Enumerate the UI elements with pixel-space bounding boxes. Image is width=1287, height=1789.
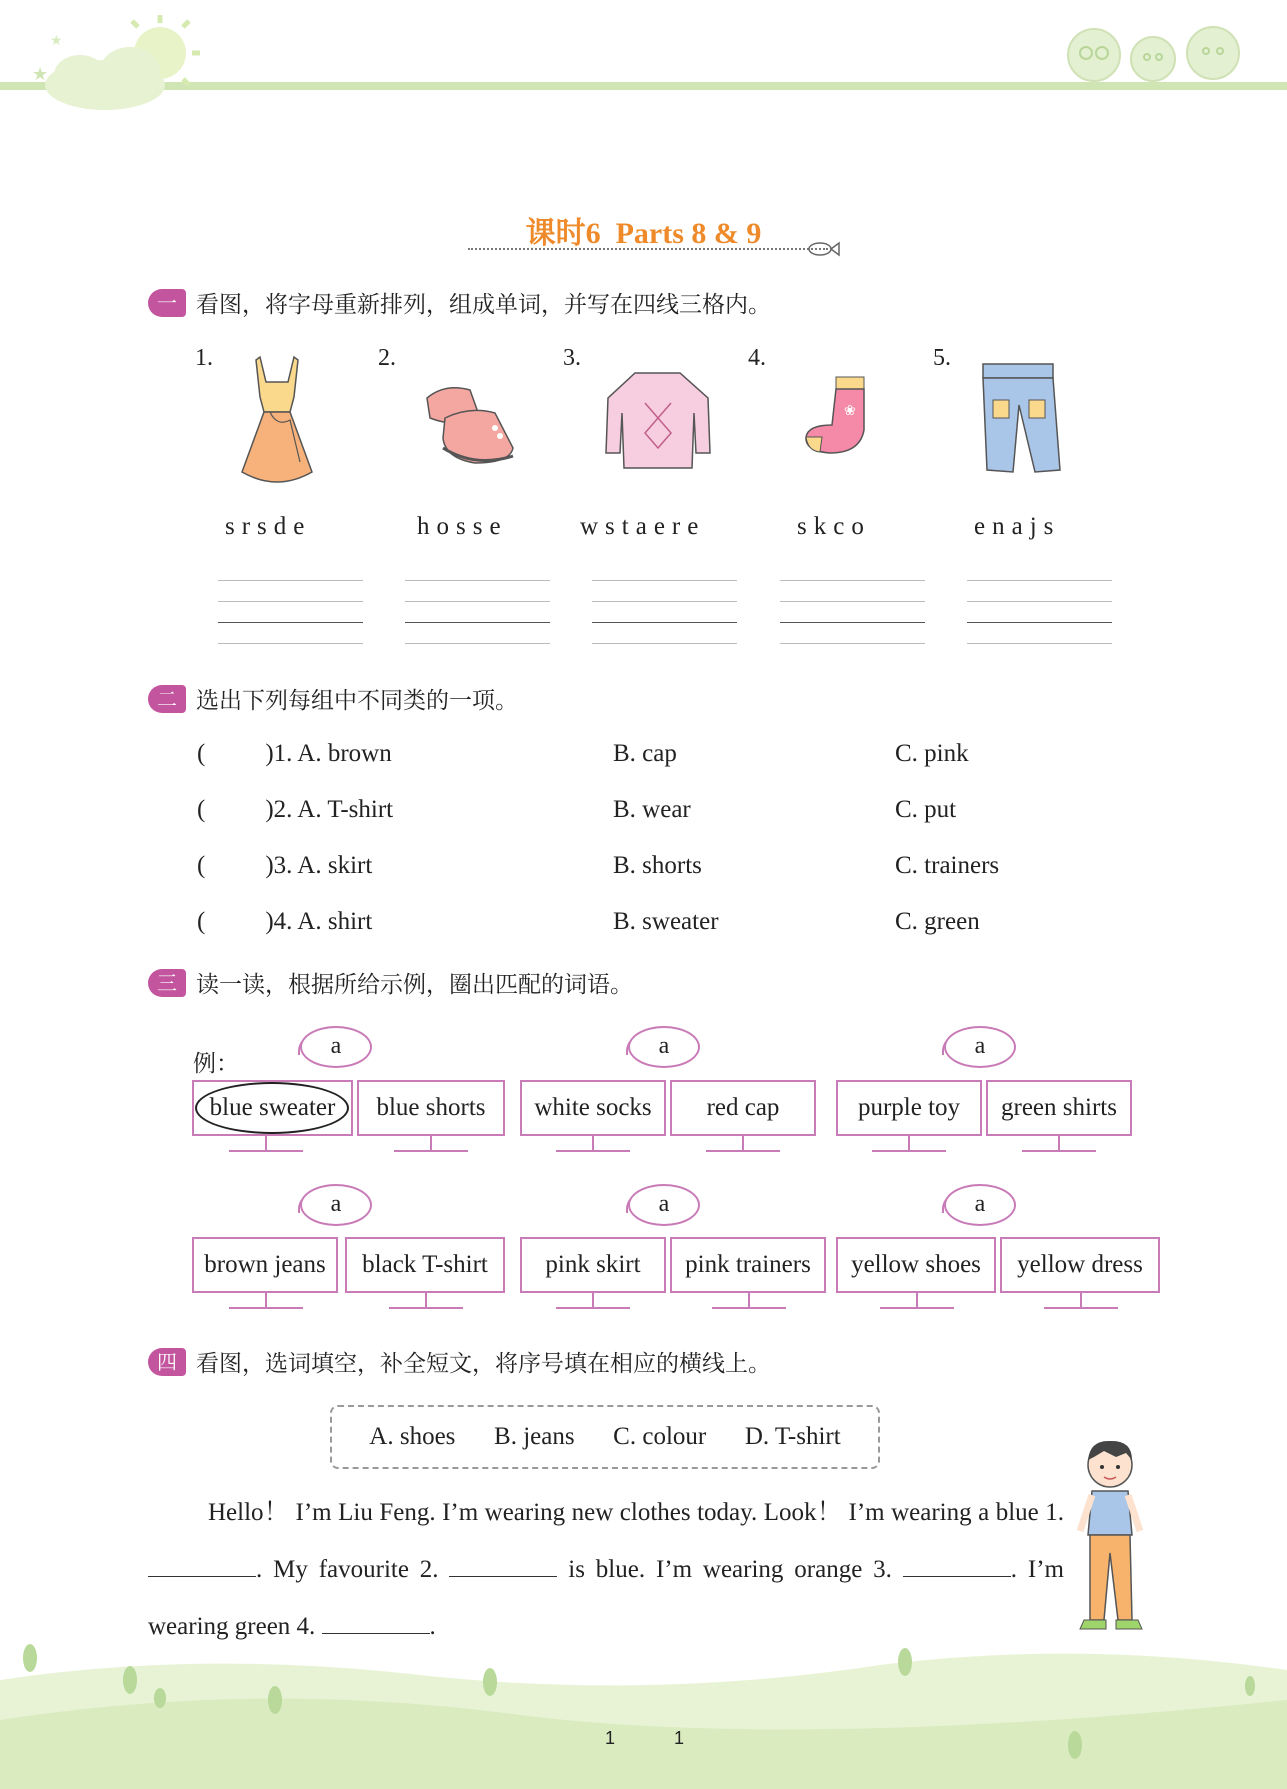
sun-cloud-icon [20, 5, 200, 115]
box-stand [592, 1293, 594, 1307]
article-bubble: a [300, 1184, 372, 1226]
phrase-text: yellow shoes [851, 1251, 981, 1278]
answer-paren[interactable]: ( [197, 740, 206, 767]
scrambled-letters: hosse [417, 513, 508, 540]
phrase-text: yellow dress [1017, 1251, 1143, 1278]
answer-blank[interactable] [903, 1556, 1011, 1577]
box-stand [425, 1293, 427, 1307]
item-number: 2. [378, 345, 396, 371]
option-b: B. cap [613, 740, 677, 767]
answer-blank[interactable] [322, 1613, 430, 1634]
box-base [556, 1307, 630, 1309]
writing-lines[interactable] [780, 580, 925, 645]
question-row [197, 908, 372, 936]
phrase-box[interactable] [670, 1237, 826, 1293]
option-c: C. trainers [895, 852, 1000, 879]
box-base [229, 1307, 303, 1309]
scrambled-letters: wstaere [580, 513, 706, 540]
box-stand [748, 1293, 750, 1307]
phrase-text: white socks [534, 1094, 652, 1121]
passage [148, 1484, 1064, 1655]
box-base [556, 1150, 630, 1152]
box-base [712, 1307, 786, 1309]
svg-text:★: ★ [32, 64, 49, 85]
box-stand [908, 1136, 910, 1150]
page-number: 1 [605, 1728, 616, 1748]
section1-heading [148, 286, 771, 319]
box-stand [265, 1293, 267, 1307]
passage-text: . I’m wearing green 4. [148, 1556, 1064, 1640]
writing-lines[interactable] [592, 580, 737, 645]
question-number: )4. [265, 908, 293, 935]
section2-heading [148, 682, 518, 715]
box-base [1022, 1150, 1096, 1152]
option-a: A. brown [297, 740, 392, 767]
phrase-text: green shirts [1001, 1094, 1117, 1121]
article-bubble: a [628, 1026, 700, 1068]
option-a: A. skirt [297, 852, 373, 879]
box-stand [592, 1136, 594, 1150]
title-label: 课时 [525, 217, 586, 250]
title-parts: Parts 8 & 9 [615, 217, 762, 250]
phrase-box[interactable] [836, 1237, 996, 1293]
shoes-icon [415, 378, 520, 473]
question-row [197, 852, 372, 880]
word-bank [330, 1405, 880, 1469]
scrambled-letters: skco [797, 513, 871, 540]
box-stand [916, 1293, 918, 1307]
section3-badge: 三 [148, 969, 186, 997]
jeans-icon [975, 360, 1065, 482]
section1-badge: 一 [148, 289, 186, 317]
sweater-icon [600, 368, 715, 480]
scrambled-letters: srsde [225, 513, 312, 540]
answer-blank[interactable] [148, 1556, 256, 1577]
item-number: 5. [933, 345, 951, 371]
phrase-box[interactable] [192, 1237, 338, 1293]
question-row [197, 796, 393, 824]
box-base [389, 1307, 463, 1309]
item-number: 4. [748, 345, 766, 371]
section2-heading-text: 选出下列每组中不同类的一项。 [196, 688, 518, 714]
option-a: A. T-shirt [297, 796, 394, 823]
answer-paren[interactable]: ( [197, 796, 206, 823]
box-base [706, 1150, 780, 1152]
phrase-box[interactable] [836, 1080, 982, 1136]
question-number: )2. [265, 796, 293, 823]
phrase-box[interactable] [520, 1080, 666, 1136]
section3-heading [148, 966, 633, 999]
word-option: C. colour [613, 1423, 707, 1450]
item-number: 1. [195, 345, 213, 371]
article-bubble: a [300, 1026, 372, 1068]
answer-paren[interactable]: ( [197, 908, 206, 935]
phrase-box[interactable] [1000, 1237, 1160, 1293]
box-base [1044, 1307, 1118, 1309]
svg-text:❀: ❀ [844, 403, 856, 419]
section4-badge: 四 [148, 1348, 186, 1376]
box-stand [265, 1136, 267, 1150]
passage-text: is blue. I’m wearing orange 3. [568, 1556, 892, 1583]
phrase-box[interactable] [986, 1080, 1132, 1136]
phrase-box[interactable] [520, 1237, 666, 1293]
phrase-text: blue shorts [376, 1094, 486, 1121]
box-stand [1058, 1136, 1060, 1150]
word-option: D. T-shirt [744, 1423, 841, 1450]
option-b: B. shorts [613, 852, 702, 879]
title-underline [468, 248, 828, 250]
phrase-box[interactable] [670, 1080, 816, 1136]
passage-text: Hello！ I’m Liu Feng. I’m wearing new clothes today. Look！ I’m wearing a blue 1. [208, 1499, 1064, 1526]
page-title [0, 208, 1287, 252]
question-number: )1. [265, 740, 293, 767]
boy-icon [1070, 1435, 1150, 1640]
question-number: )3. [265, 852, 293, 879]
animal-faces-icon [1058, 15, 1248, 85]
box-stand [430, 1136, 432, 1150]
article-bubble: a [944, 1184, 1016, 1226]
writing-lines[interactable] [967, 580, 1112, 645]
box-stand [742, 1136, 744, 1150]
phrase-box[interactable] [357, 1080, 505, 1136]
box-base [880, 1307, 954, 1309]
box-stand [1080, 1293, 1082, 1307]
word-option: B. jeans [494, 1423, 575, 1450]
article-bubble: a [944, 1026, 1016, 1068]
section3-heading-text: 读一读，根据所给示例，圈出匹配的词语。 [196, 972, 633, 998]
section1-heading-text: 看图，将字母重新排列，组成单词，并写在四线三格内。 [196, 292, 771, 318]
phrase-text: pink trainers [685, 1251, 811, 1278]
phrase-text: purple toy [857, 1094, 961, 1121]
option-c: C. green [895, 908, 980, 935]
box-base [394, 1150, 468, 1152]
scrambled-letters: enajs [974, 513, 1061, 540]
dress-icon [232, 352, 322, 497]
option-c: C. put [895, 796, 957, 823]
sock-icon [800, 375, 870, 460]
word-option: A. shoes [369, 1423, 456, 1450]
writing-lines[interactable] [405, 580, 550, 645]
phrase-text: red cap [706, 1094, 780, 1121]
example-label: 例： [193, 1051, 239, 1077]
passage-text: . My favourite 2. [256, 1556, 439, 1583]
option-b: B. sweater [613, 908, 719, 935]
question-row [197, 740, 392, 768]
section4-heading-text: 看图，选词填空，补全短文，将序号填在相应的横线上。 [196, 1351, 771, 1377]
section4-heading [148, 1345, 771, 1378]
writing-lines[interactable] [218, 580, 363, 645]
svg-text:★: ★ [50, 33, 63, 49]
section2-badge: 二 [148, 685, 186, 713]
example-circle [195, 1082, 349, 1134]
box-base [229, 1150, 303, 1152]
title-number: 6 [585, 217, 601, 250]
option-c: C. pink [895, 740, 969, 767]
answer-blank[interactable] [449, 1556, 557, 1577]
phrase-text: brown jeans [204, 1251, 326, 1278]
option-a: A. shirt [297, 908, 373, 935]
phrase-text: blue sweater [209, 1094, 336, 1121]
grass-hills-icon [0, 1640, 1287, 1789]
box-base [872, 1150, 946, 1152]
item-number: 3. [563, 345, 581, 371]
fish-icon [806, 238, 842, 260]
article-bubble: a [628, 1184, 700, 1226]
phrase-box[interactable] [345, 1237, 505, 1293]
passage-text: . [429, 1613, 436, 1640]
page-number: 1 [674, 1728, 685, 1748]
phrase-text: pink skirt [545, 1251, 641, 1278]
answer-paren[interactable]: ( [197, 852, 206, 879]
option-b: B. wear [613, 796, 691, 823]
phrase-text: black T-shirt [362, 1251, 488, 1278]
